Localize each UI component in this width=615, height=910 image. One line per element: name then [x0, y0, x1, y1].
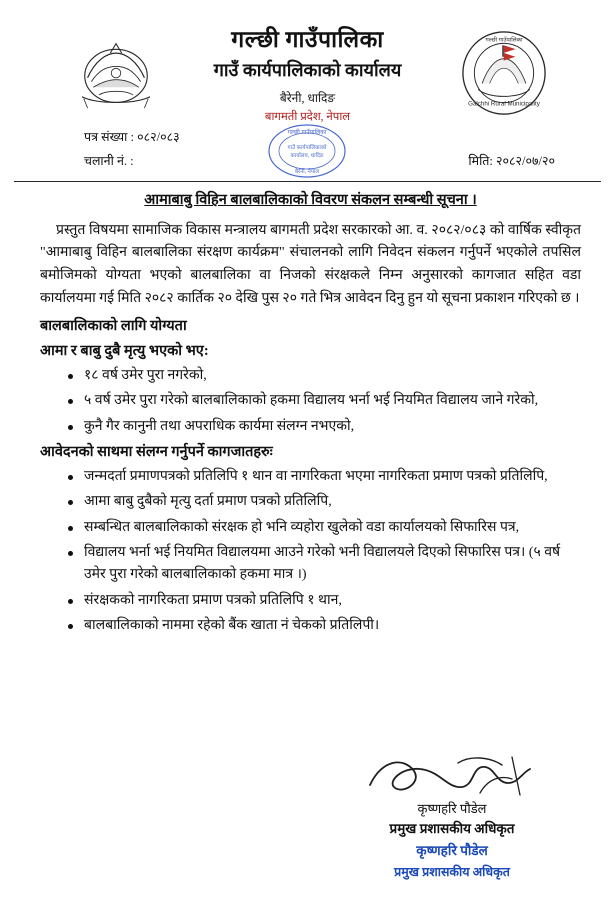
reference-numbers [84, 126, 180, 174]
office-round-stamp-icon [265, 122, 349, 180]
list-item: कुनै गैर कानुनी तथा अपराधिक कार्यमा संलग्न नभएको, [68, 416, 581, 438]
list-item: आमा बाबु दुबैको मृत्यु दर्ता प्रमाण पत्रको प्रतिलिपि, [68, 491, 581, 513]
document-body [40, 190, 581, 642]
eligibility-heading: बालबालिकाको लागि योग्यता [40, 318, 187, 335]
list-item: ५ वर्ष उमेर पुरा गरेको बालबालिकाको हकमा विद्यालय भर्ना भई नियमित विद्यालय जाने गरेको, [68, 390, 581, 412]
nepal-coat-of-arms-icon [78, 38, 154, 110]
dispatch-number-row [84, 150, 180, 174]
letterhead-text [160, 24, 455, 124]
office-name: गाउँ कार्यपालिकाको कार्यालय [213, 60, 402, 81]
signatory-name-stamp: कृष्णहरि पौडेल [416, 843, 488, 859]
list-item: सम्बन्धित बालबालिकाको संरक्षक हो भनि व्यहोरा खुलेको वडा कार्यालयको सिफारिस पत्र, [68, 517, 581, 539]
list-item: विद्यालय भर्ना भई नियमित विद्यालयमा आउने गरेको भनी विद्यालयले दिएको सिफारिस पत्र। (५ वर्ष उमेर पुरा गरेको बालबालिकाको हकमा मात्र ।) [68, 542, 581, 587]
svg-text:गल्छी गाउँपालिका: गल्छी गाउँपालिका [485, 37, 523, 44]
signatory-name: कृष्णहरि पौडेल [417, 801, 487, 817]
municipality-seal-icon [461, 30, 547, 116]
letterhead [0, 0, 615, 175]
svg-text:बैरेनी, नेपाल: बैरेनी, नेपाल [294, 169, 320, 175]
documents-heading: आवेदनको साथमा संलग्न गर्नुपर्ने कागजातहरुः [40, 444, 273, 461]
date-label: मिति: [468, 154, 493, 168]
eligibility-condition-heading: आमा र बाबु दुबै मृत्यु भएको भए: [40, 343, 209, 360]
signature-block [337, 749, 567, 882]
dispatch-number-label: चलानी नं. : [84, 153, 134, 168]
office-province: बागमती प्रदेश, नेपाल [264, 111, 351, 124]
list-item: बालबालिकाको नाममा रहेको बैंक खाता नं चेकको प्रतिलिपी। [68, 615, 581, 637]
page-title: आमाबाबु विहिन बालबालिकाको विवरण संकलन सम्बन्धी सूचना । [144, 192, 477, 208]
svg-text:गाउँ कार्यपालिकाको: गाउँ कार्यपालिकाको [287, 145, 327, 151]
letter-number-label: पत्र संख्या : [84, 130, 134, 144]
office-place: बैरेनी, धादिङ [279, 91, 336, 106]
required-documents-list [40, 466, 581, 638]
date-value: २०८२/०७/२० [496, 154, 555, 168]
eligibility-list [40, 365, 581, 438]
signatory-post-stamp: प्रमुख प्रशासकीय अधिकृत [394, 865, 510, 879]
header-divider [14, 181, 601, 182]
letter-number-value: ०८२/०८३ [137, 130, 180, 144]
svg-text:गल्छी गाउँपालिका: गल्छी गाउँपालिका [287, 130, 327, 136]
intro-paragraph: प्रस्तुत विषयमा सामाजिक विकास मन्त्रालय बागमती प्रदेश सरकारको आ. व. २०८२/०८३ को वार्षिक स्वीकृत "आमाबाबु विहिन बालबालिका संरक्षण कार्यक्रम" संचालनको लागि निवेदन संकलन गर्नुपर्ने भएकोले तपसिल बमोजिमको योग्यता भएको बालबालिका वा निजको संरक्षकले निम्न अनुसारको कागजात सहित वडा कार्यालयमा गई मिति २०८२ कार्तिक २० देखि पुस २० गते भित्र आवेदन दिनु हुन यो सूचना प्रकाशन गरिएको छ । [40, 222, 581, 306]
svg-text:कार्यालय, धादिङ: कार्यालय, धादिङ [290, 153, 324, 159]
svg-text:Galchhi Rural Municipality: Galchhi Rural Municipality [468, 100, 540, 108]
letter-date [468, 152, 555, 169]
organization-name: गल्छी गाउँपालिका [231, 27, 384, 52]
letter-number-row [84, 126, 180, 150]
list-item: १८ वर्ष उमेर पुरा नगरेको, [68, 365, 581, 387]
list-item: जन्मदर्ता प्रमाणपत्रको प्रतिलिपि १ थान वा नागरिकता भएमा नागरिकता प्रमाण पत्रको प्रतिलिपि, [68, 466, 581, 488]
list-item: संरक्षकको नागरिकता प्रमाण पत्रको प्रतिलिपि १ थान, [68, 590, 581, 612]
signatory-post: प्रमुख प्रशासकीय अधिकृत [389, 821, 515, 837]
